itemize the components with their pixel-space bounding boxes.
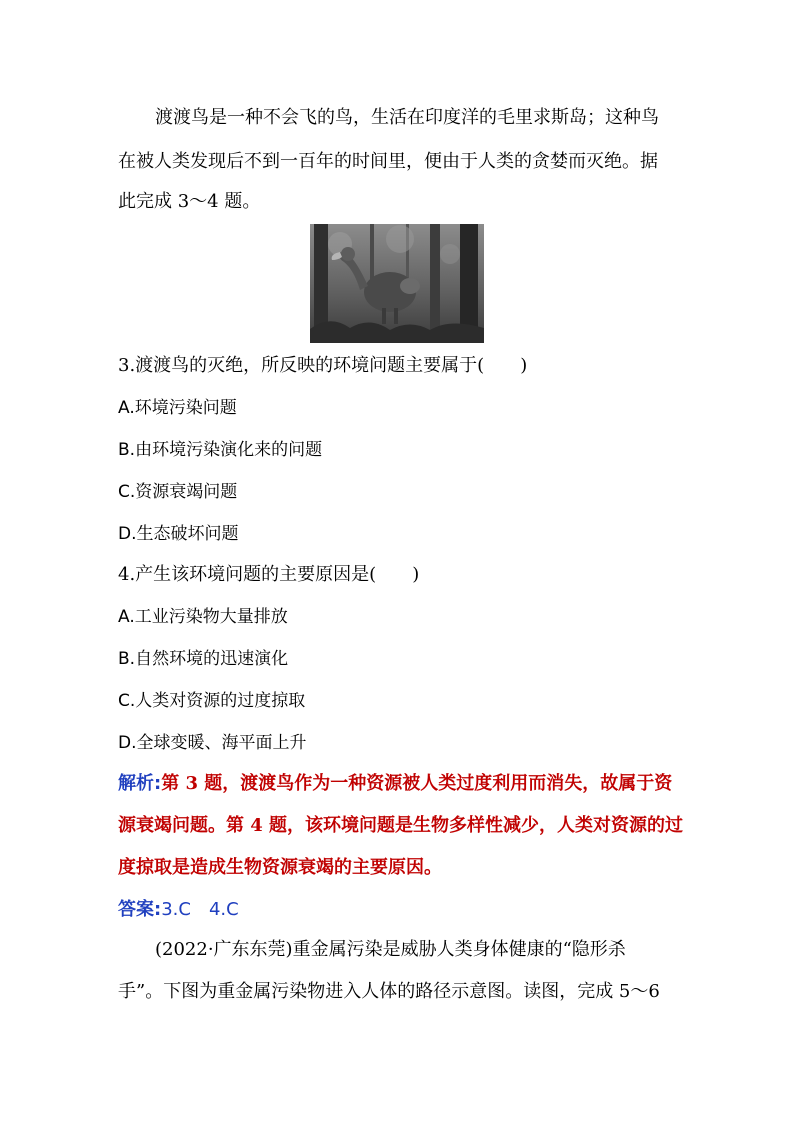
answer-line [118,898,239,922]
passage-line-3: 此完成 3～4 题。 [118,191,261,212]
analysis-line-2: 源衰竭问题。第 4 题，该环境问题是生物多样性减少，人类对资源的过 [118,815,684,836]
analysis-line-1 [118,772,672,796]
passage-line-1: 渡渡鸟是一种不会飞的鸟，生活在印度洋的毛里求斯岛；这种鸟 [155,107,659,128]
answer-text: 3.C 4.C [161,899,239,920]
question-3-option-d: D.生态破坏问题 [118,524,239,544]
question-3-option-c: C.资源衰竭问题 [118,482,238,502]
question-4-option-c: C.人类对资源的过度掠取 [118,691,306,711]
question-4-option-d: D.全球变暖、海平面上升 [118,733,307,753]
question-3-option-a: A.环境污染问题 [118,398,237,418]
question-4-option-a: A.工业污染物大量排放 [118,607,288,627]
question-3-stem: 3.渡渡鸟的灭绝，所反映的环境问题主要属于( ) [118,355,528,376]
answer-label: 答案: [118,899,162,920]
analysis-line-3: 度掠取是造成生物资源衰竭的主要原因。 [118,857,442,878]
question-4-option-b: B.自然环境的迅速演化 [118,649,289,669]
passage-line-2: 在被人类发现后不到一百年的时间里，便由于人类的贪婪而灭绝。据 [118,151,658,172]
question-4-stem: 4.产生该环境问题的主要原因是( ) [118,564,420,585]
analysis-text-1: 第 3 题，渡渡鸟作为一种资源被人类过度利用而消失，故属于资 [161,773,673,794]
next-passage-line-2: 手”。下图为重金属污染物进入人体的路径示意图。读图，完成 5～6 [118,981,660,1002]
question-3-option-b: B.由环境污染演化来的问题 [118,440,323,460]
next-passage-line-1: (2022·广东东莞)重金属污染是威胁人类身体健康的“隐形杀 [155,939,626,960]
analysis-label: 解析: [118,773,162,794]
dodo-bird-photo [310,224,484,343]
